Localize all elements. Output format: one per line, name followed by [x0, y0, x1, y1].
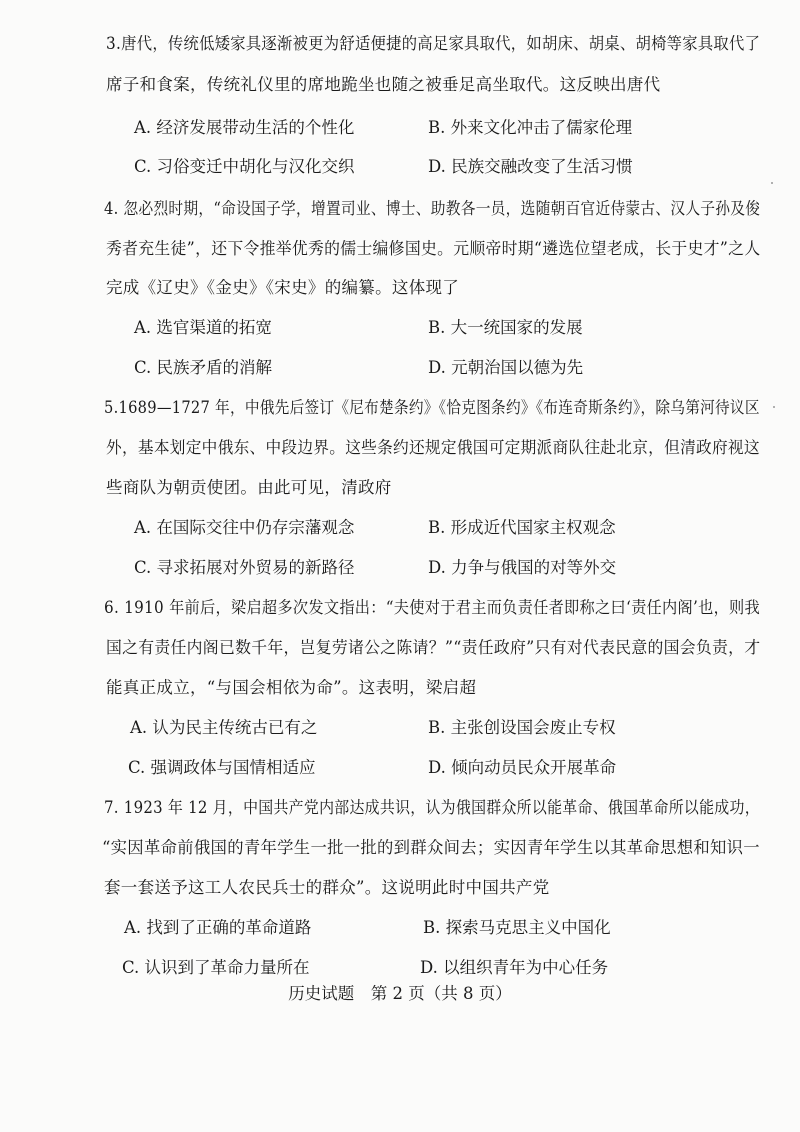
- question-5-option-d: D. 力争与俄国的对等外交: [428, 558, 617, 577]
- question-6-option-c: C. 强调政体与国情相适应: [128, 758, 316, 777]
- scan-speck: [773, 406, 775, 408]
- question-7-option-a: A. 找到了正确的革命道路: [124, 918, 312, 937]
- question-5-line-1: 5.1689—1727 年，中俄先后签订《尼布楚条约》《恰克图条约》《布连奇斯条约》，除乌第河待议区: [104, 398, 760, 417]
- question-5-option-a: A. 在国际交往中仍存宗藩观念: [134, 518, 355, 537]
- question-6-option-a: A. 认为民主传统古已有之: [130, 718, 318, 737]
- question-7-line-1: 7. 1923 年 12 月，中国共产党内部达成共识，认为俄国群众所以能革命、俄国革命所以能成功，: [104, 798, 760, 817]
- question-4-line-1: 4. 忽必烈时期，“命设国子学，增置司业、博士、助教各一员，选随朝百官近侍蒙古、汉人子孙及俊: [104, 199, 761, 218]
- question-6-line-1: 6. 1910 年前后，梁启超多次发文指出：“夫使对于君主而负责任者即称之曰‘责任内阁’也，则我: [104, 598, 761, 617]
- question-3-option-b: B. 外来文化冲击了儒家伦理: [428, 118, 633, 137]
- scan-speck: [771, 182, 773, 184]
- question-5-line-3: 些商队为朝贡使团。由此可见，清政府: [106, 478, 392, 497]
- question-7-option-d: D. 以组织青年为中心任务: [420, 958, 609, 977]
- question-5-option-b: B. 形成近代国家主权观念: [428, 518, 616, 537]
- question-3-option-c: C. 习俗变迁中胡化与汉化交织: [134, 157, 355, 176]
- question-3-line-1: 3.唐代，传统低矮家具逐渐被更为舒适便捷的高足家具取代，如胡床、胡桌、胡椅等家具取代了: [106, 34, 761, 53]
- question-7-option-b: B. 探索马克思主义中国化: [423, 918, 611, 937]
- question-3-option-d: D. 民族交融改变了生活习惯: [428, 157, 633, 176]
- question-3-option-a: A. 经济发展带动生活的个性化: [134, 118, 355, 137]
- question-3-line-2: 席子和食案，传统礼仪里的席地跪坐也随之被垂足高坐取代。这反映出唐代: [106, 75, 661, 94]
- question-4-line-2: 秀者充生徒”，还下令推举优秀的儒士编修国史。元顺帝时期“遴选位望老成，长于史才”之人: [106, 239, 761, 258]
- question-5-option-c: C. 寻求拓展对外贸易的新路径: [134, 558, 355, 577]
- question-7-option-c: C. 认识到了革命力量所在: [122, 958, 310, 977]
- question-5-line-2: 外，基本划定中俄东、中段边界。这些条约还规定俄国可定期派商队往赴北京，但清政府视这: [106, 438, 760, 457]
- question-6-option-d: D. 倾向动员民众开展革命: [428, 758, 617, 777]
- question-4-option-c: C. 民族矛盾的消解: [134, 358, 273, 377]
- question-6-option-b: B. 主张创设国会废止专权: [428, 718, 616, 737]
- question-4-option-b: B. 大一统国家的发展: [428, 318, 583, 337]
- question-6-line-3: 能真正成立，“与国会相依为命”。这表明，梁启超: [106, 678, 477, 697]
- page-footer: 历史试题 第 2 页（共 8 页）: [288, 984, 512, 1003]
- question-7-line-3: 套一套送予这工人农民兵士的群众”。这说明此时中国共产党: [104, 878, 550, 897]
- question-4-option-a: A. 选官渠道的拓宽: [134, 318, 272, 337]
- question-4-option-d: D. 元朝治国以德为先: [428, 358, 584, 377]
- question-4-line-3: 完成《辽史》《金史》《宋史》的编纂。这体现了: [106, 278, 460, 297]
- question-6-line-2: 国之有责任内阁已数千年，岂复劳诸公之陈请？”“责任政府”只有对代表民意的国会负责，才: [106, 638, 761, 657]
- question-7-line-2: “实因革命前俄国的青年学生一批一批的到群众间去；实因青年学生以其革命思想和知识一: [102, 838, 760, 857]
